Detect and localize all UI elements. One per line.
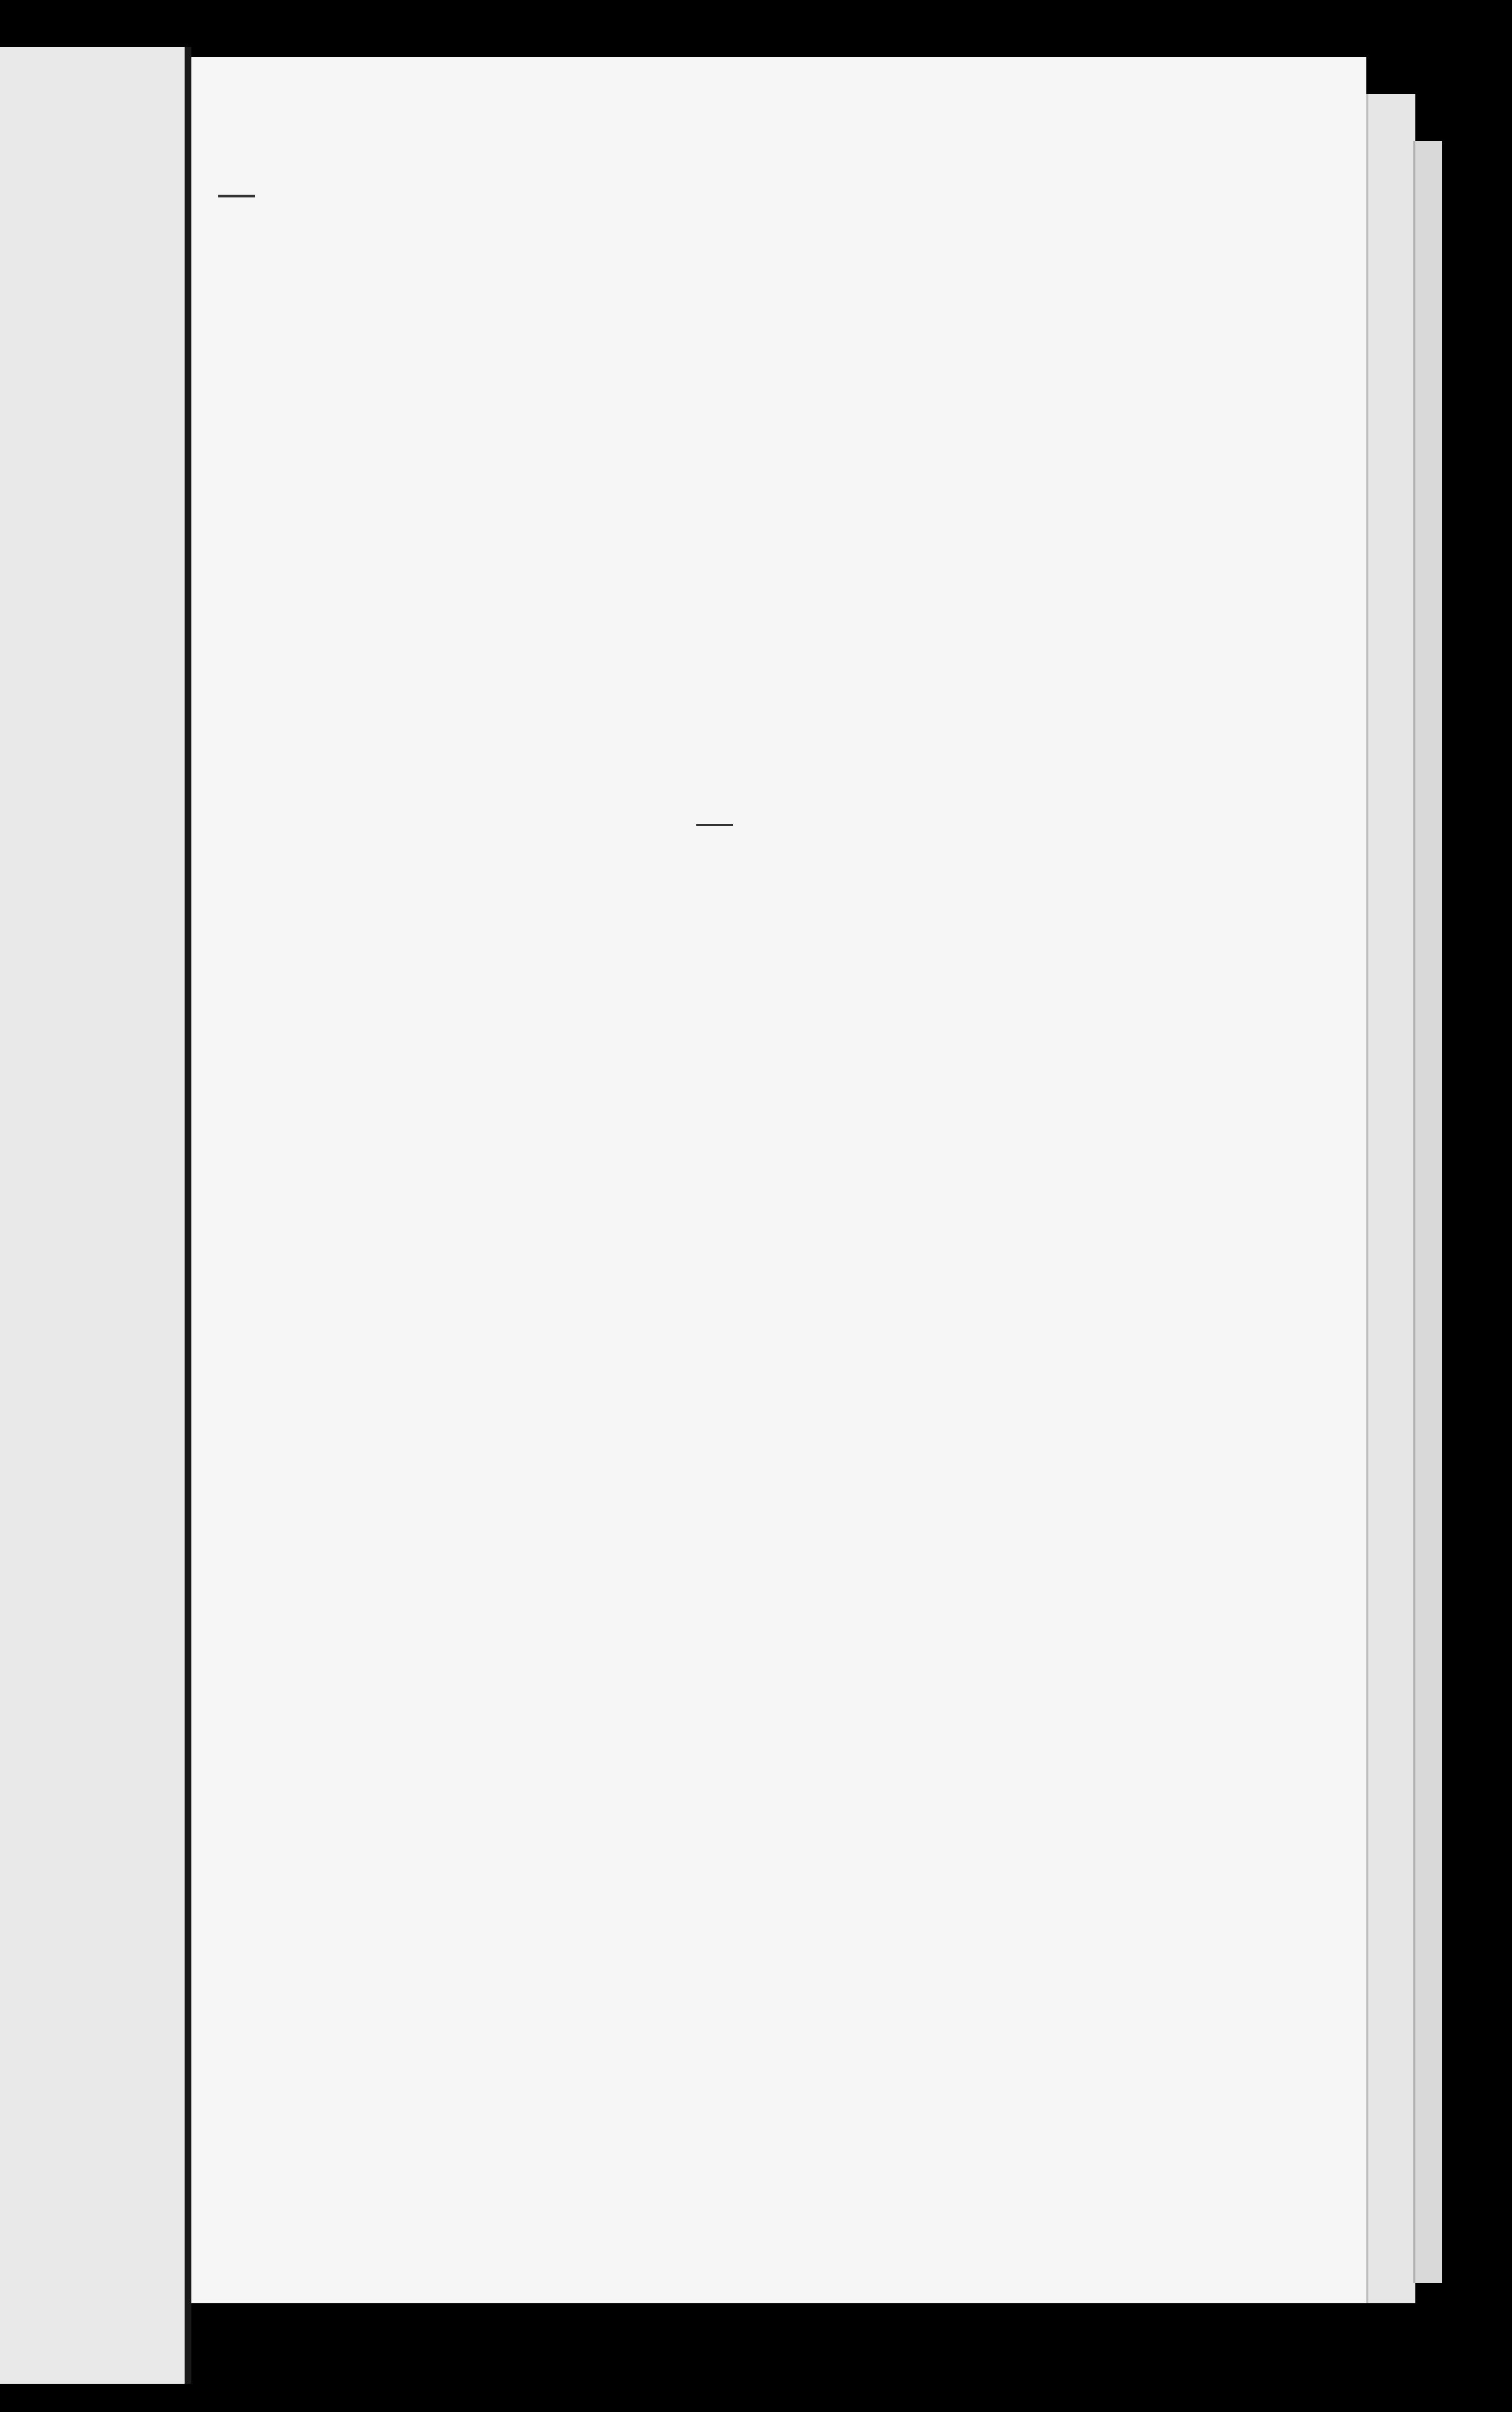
header-rule bbox=[218, 195, 255, 197]
section-c-heading bbox=[587, 779, 601, 823]
page-edge-back bbox=[1413, 141, 1442, 2283]
previous-page-fragment bbox=[0, 47, 185, 2384]
book-gutter bbox=[185, 47, 191, 2384]
catalogue-page bbox=[191, 57, 1366, 2303]
page-edge bbox=[1366, 94, 1415, 2303]
section-rule bbox=[696, 824, 733, 826]
